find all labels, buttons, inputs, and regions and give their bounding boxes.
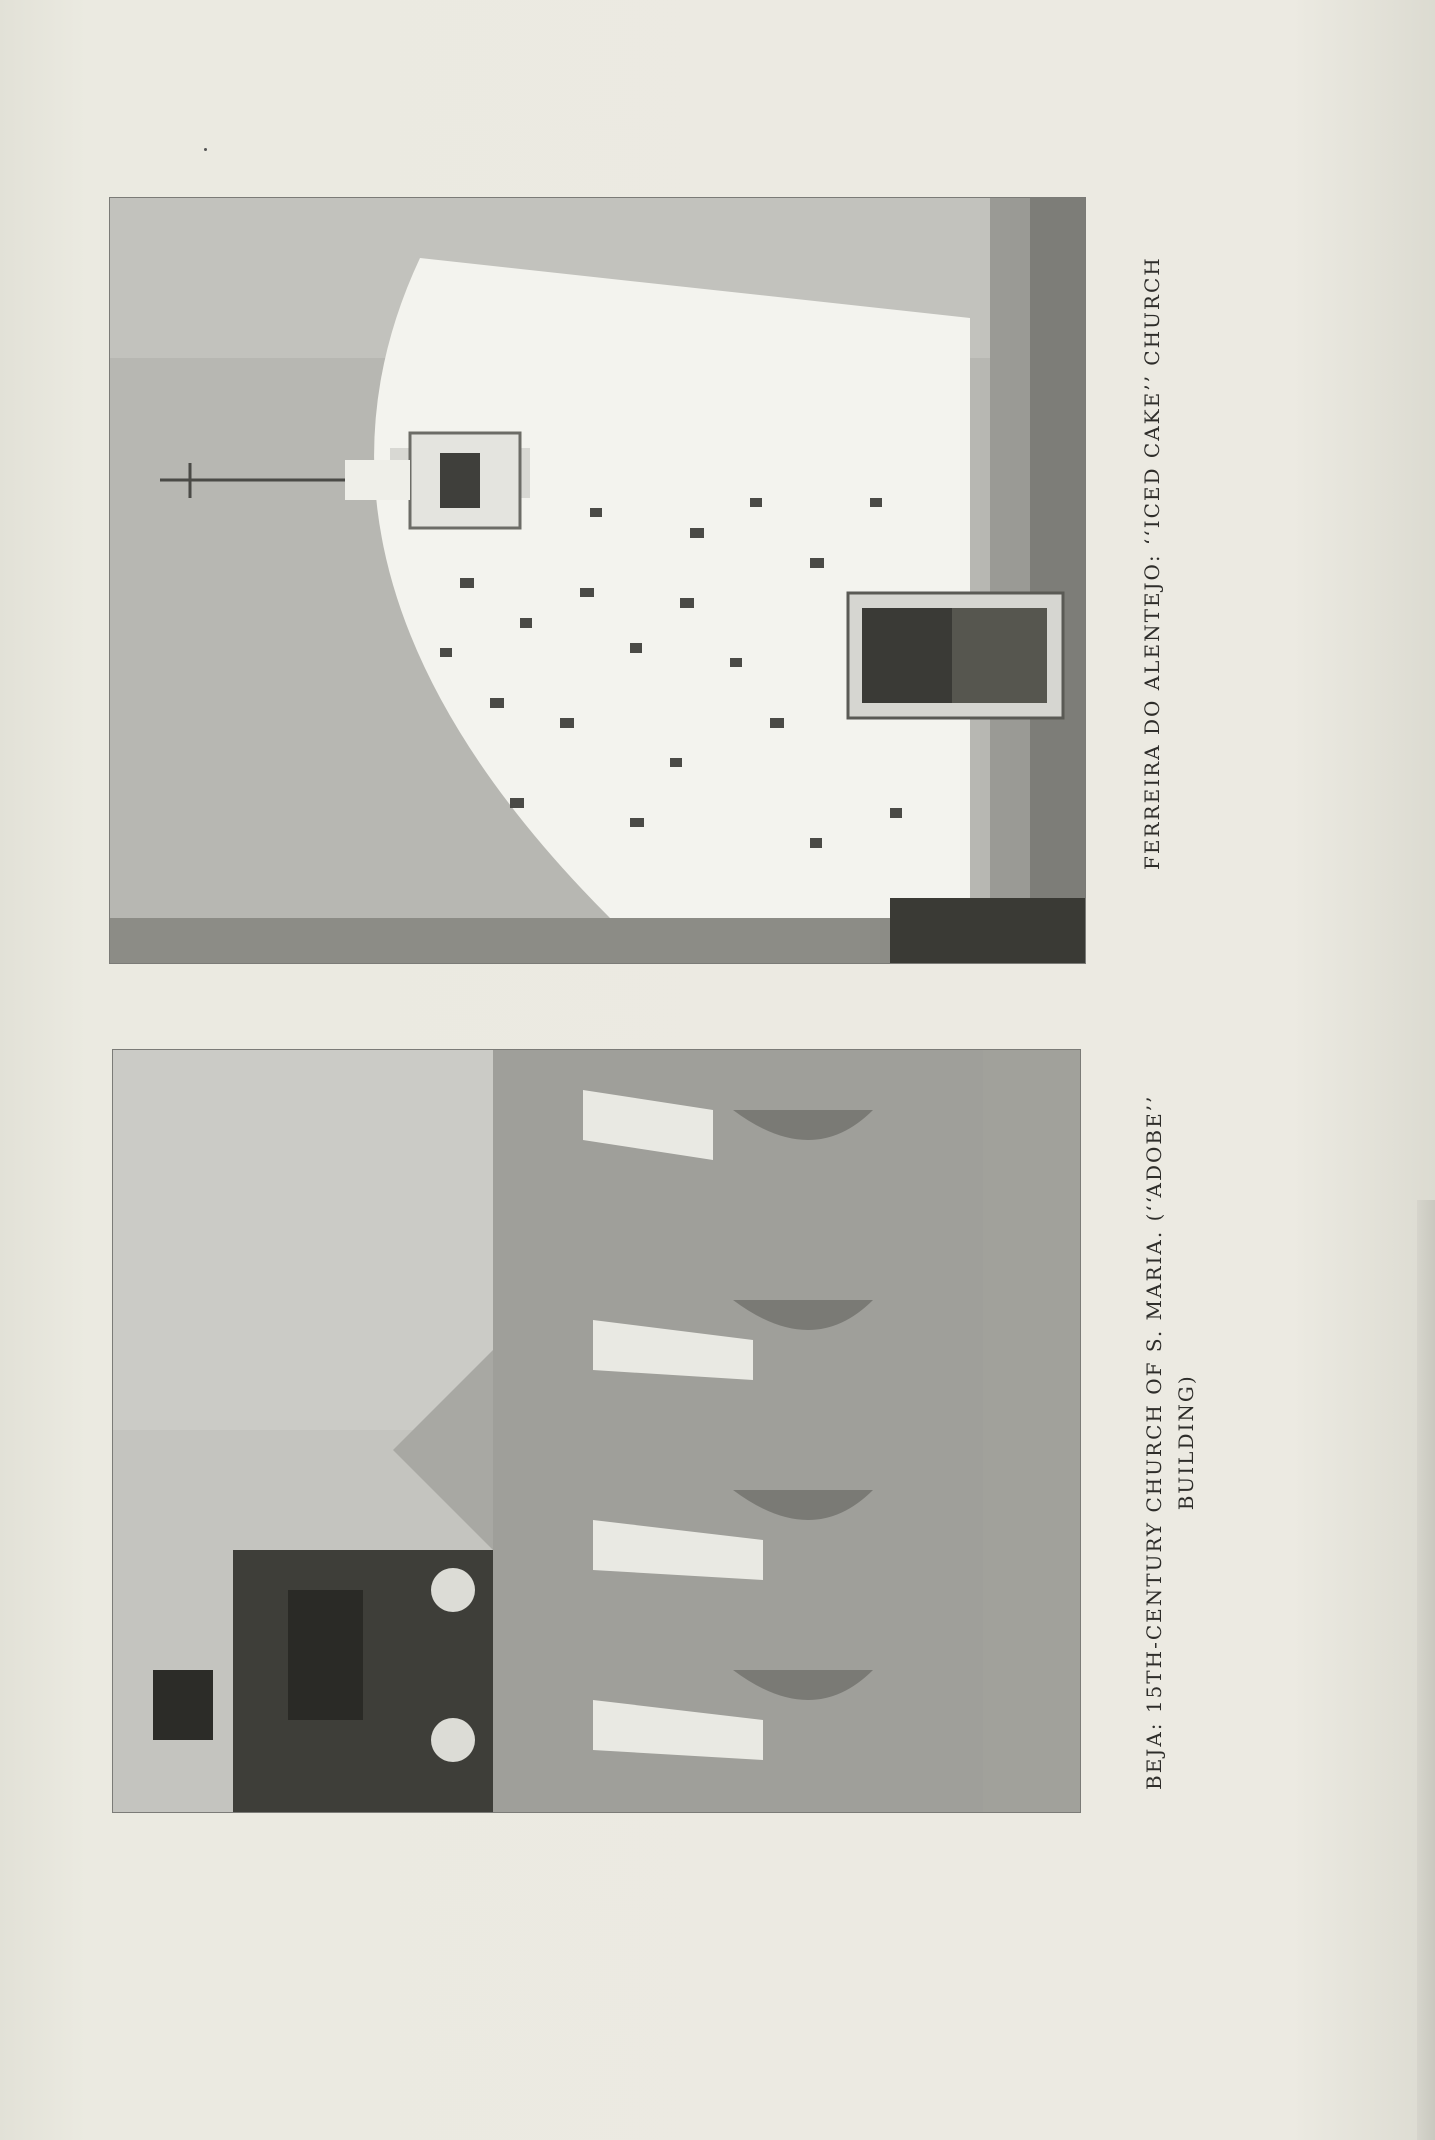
ferreira-caption bbox=[1136, 256, 1168, 870]
ferreira-church-illustration bbox=[110, 198, 1085, 963]
ferreira-caption-text: FERREIRA DO ALENTEJO: ‘‘ICED CAKE’’ CHURCH bbox=[1140, 256, 1164, 870]
paper-speck bbox=[204, 148, 207, 151]
ferreira-church-photo bbox=[110, 198, 1085, 963]
beja-church-illustration bbox=[113, 1050, 1080, 1812]
page-edge-shadow bbox=[1417, 1200, 1435, 2140]
beja-caption bbox=[1138, 1095, 1202, 1790]
beja-caption-line2: BUILDING) bbox=[1174, 1374, 1198, 1511]
beja-caption-line1: BEJA: 15TH-CENTURY CHURCH OF S. MARIA. (‘‘ADOBE’’ bbox=[1142, 1094, 1166, 1790]
beja-church-photo bbox=[113, 1050, 1080, 1812]
